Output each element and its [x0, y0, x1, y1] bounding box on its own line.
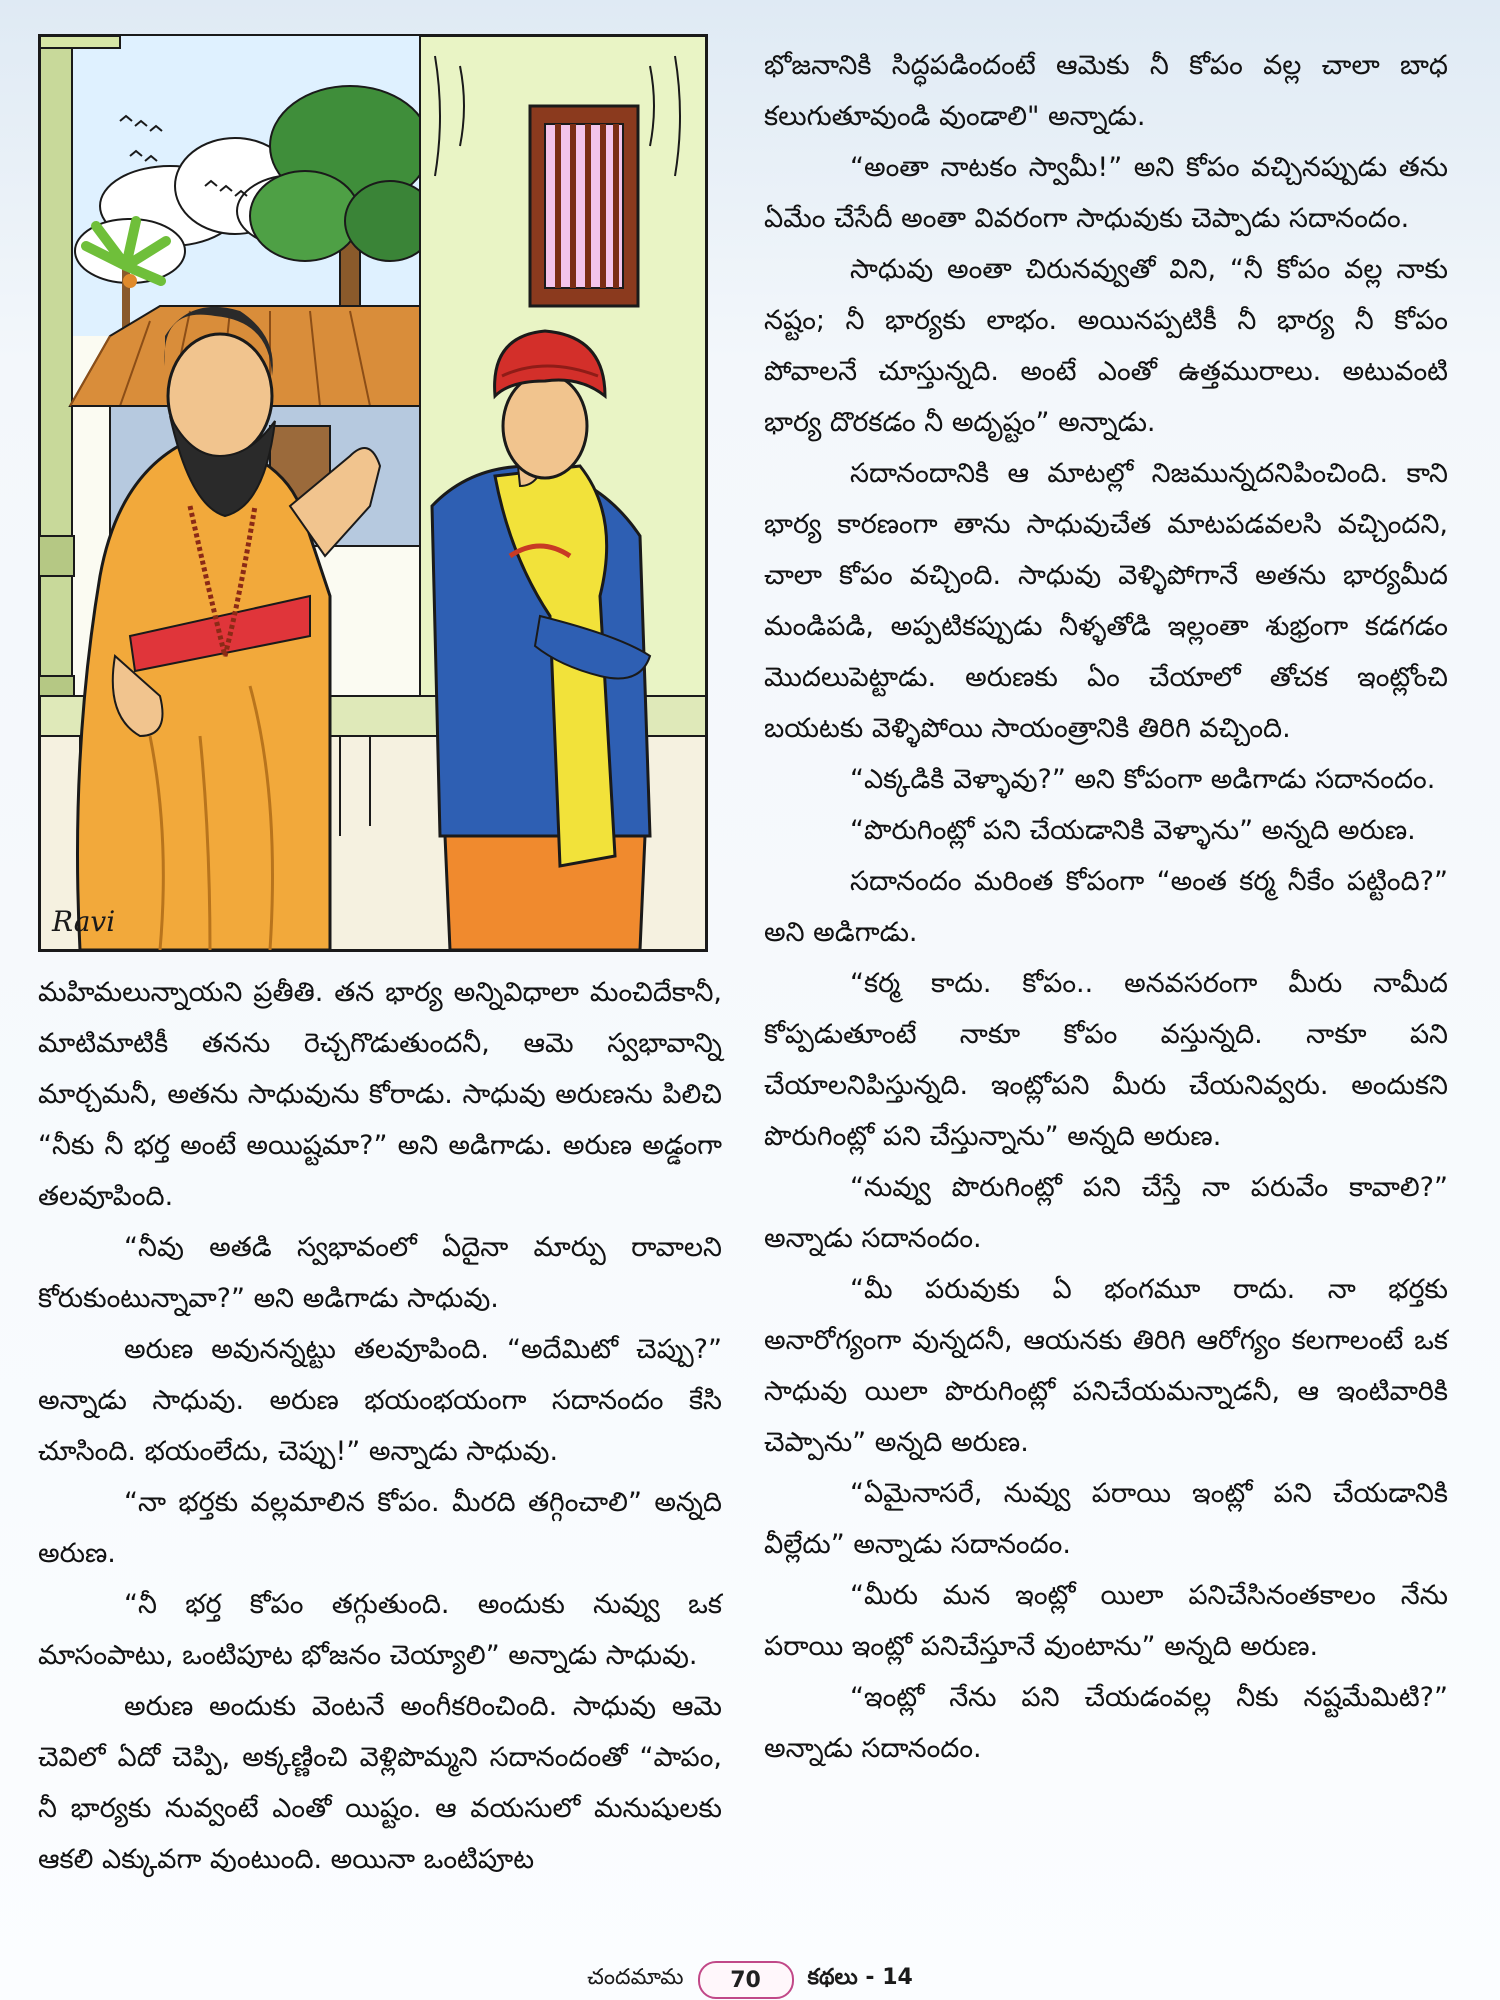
artist-signature: Ravi — [52, 905, 116, 938]
paragraph: “నీ భర్త కోపం తగ్గుతుంది. అందుకు నువ్వు ఒక మాసంపాటు, ఒంటిపూట భోజనం చెయ్యాలి” అన్నాడు సాధువు. — [38, 1589, 722, 1671]
paragraph: “ఇంట్లో నేను పని చేయడంవల్ల నీకు నష్టమేమిటి?” అన్నాడు సదానందం. — [764, 1682, 1448, 1764]
paragraph: “మీ పరువుకు ఏ భంగమూ రాదు. నా భర్తకు అనారోగ్యంగా వున్నదనీ, ఆయనకు తిరిగి ఆరోగ్యం కలగాలంటే ఒక సాధువు యిలా పొరుగింట్లో పనిచేయమన్నాడనీ, ఆ ఇంటివారికి చెప్పాను” అన్నది అరుణ. — [764, 1274, 1448, 1458]
barred-window — [530, 106, 638, 306]
paragraph: సాధువు అంతా చిరునవ్వుతో విని, “నీ కోపం వల్ల నాకు నష్టం; నీ భార్యకు లాభం. అయినప్పటికీ నీ భార్య నీ కోపం పోవాలనే చూస్తున్నది. అంటే ఎంతో ఉత్తమురాలు. అటువంటి భార్య దొరకడం నీ అదృష్టం” అన్నాడు. — [764, 254, 1448, 438]
paragraph: సదానందం మరింత కోపంగా “అంత కర్మ నీకేం పట్టింది?” అని అడిగాడు. — [764, 866, 1448, 948]
paragraph: “ఎక్కడికి వెళ్ళావు?” అని కోపంగా అడిగాడు సదానందం. — [850, 764, 1436, 795]
paragraph: “అంతా నాటకం స్వామీ!” అని కోపం వచ్చినప్పుడు తను ఏమేం చేసేదీ అంతా వివరంగా సాధువుకు చెప్పాడు సదానందం. — [764, 152, 1448, 234]
series-label: కథలు - 14 — [807, 1965, 913, 1990]
paragraph: సదానందానికి ఆ మాటల్లో నిజమున్నదనిపించింది. కాని భార్య కారణంగా తాను సాధువుచేత మాటపడవలసి వచ్చిందని, చాలా కోపం వచ్చింది. సాధువు వెళ్ళిపోగానే అతను భార్యమీద మండిపడి, అప్పటికప్పుడు నీళ్ళతోడి ఇల్లంతా శుభ్రంగా కడగడం మొదలుపెట్టాడు. అరుణకు ఏం చేయాలో తోచక ఇంట్లోంచి బయటకు వెళ్ళిపోయి సాయంత్రానికి తిరిగి వచ్చింది. — [764, 458, 1448, 744]
paragraph: “నీవు అతడి స్వభావంలో ఏదైనా మార్పు రావాలని కోరుకుంటున్నావా?” అని అడిగాడు సాధువు. — [38, 1232, 722, 1314]
left-text-column — [38, 967, 722, 1885]
magazine-name: చందమామ — [587, 1965, 684, 1990]
story-illustration — [38, 34, 708, 952]
paragraph: “కర్మ కాదు. కోపం.. అనవసరంగా మీరు నామీద కోప్పడుతూంటే నాకూ కోపం వస్తున్నది. నాకూ పని చేయాలనిపిస్తున్నది. ఇంట్లోపని మీరు చేయనివ్వరు. అందుకని పొరుగింట్లో పని చేస్తున్నాను” అన్నది అరుణ. — [764, 968, 1448, 1152]
paragraph: “నా భర్తకు వల్లమాలిన కోపం. మీరది తగ్గించాలి” అన్నది అరుణ. — [38, 1487, 722, 1569]
paragraph: “నువ్వు పొరుగింట్లో పని చేస్తే నా పరువేం కావాలి?” అన్నాడు సదానందం. — [764, 1172, 1448, 1254]
paragraph: అరుణ అందుకు వెంటనే అంగీకరించింది. సాధువు ఆమె చెవిలో ఏదో చెప్పి, అక్కణ్ణించి వెళ్లిపొమ్మని సదానందంతో “పాపం, నీ భార్యకు నువ్వంటే ఎంతో యిష్టం. ఆ వయసులో మనుషులకు ఆకలి ఎక్కువగా వుంటుంది. అయినా ఒంటిపూట — [38, 1691, 722, 1875]
paragraph: అరుణ అవునన్నట్టు తలవూపింది. “అదేమిటో చెప్పు?” అన్నాడు సాధువు. అరుణ భయంభయంగా సదానందం కేసి చూసింది. భయంలేదు, చెప్పు!” అన్నాడు సాధువు. — [38, 1334, 722, 1467]
paragraph: భోజనానికి సిద్ధపడిందంటే ఆమెకు నీ కోపం వల్ల చాలా బాధ కలుగుతూవుండి వుండాలి" అన్నాడు. — [764, 50, 1448, 132]
paragraph: “ఏమైనాసరే, నువ్వు పరాయి ఇంట్లో పని చేయడానికి వీల్లేదు” అన్నాడు సదానందం. — [764, 1478, 1448, 1560]
page-number: 70 — [698, 1961, 794, 1999]
paragraph: “మీరు మన ఇంట్లో యిలా పనిచేసినంతకాలం నేను పరాయి ఇంట్లో పనిచేస్తూనే వుంటాను” అన్నది అరుణ. — [764, 1580, 1448, 1662]
paragraph: మహిమలున్నాయని ప్రతీతి. తన భార్య అన్నివిధాలా మంచిదేకానీ, మాటిమాటికీ తనను రెచ్చగొడుతుందనీ, ఆమె స్వభావాన్ని మార్చమనీ, అతను సాధువును కోరాడు. సాధువు అరుణను పిలిచి “నీకు నీ భర్త అంటే అయిష్టమా?” అని అడిగాడు. అరుణ అడ్డంగా తలవూపింది. — [38, 977, 722, 1212]
page-footer — [0, 1962, 1500, 1998]
paragraph: “పొరుగింట్లో పని చేయడానికి వెళ్ళాను” అన్నది అరుణ. — [850, 815, 1416, 846]
right-text-column — [764, 40, 1448, 1774]
